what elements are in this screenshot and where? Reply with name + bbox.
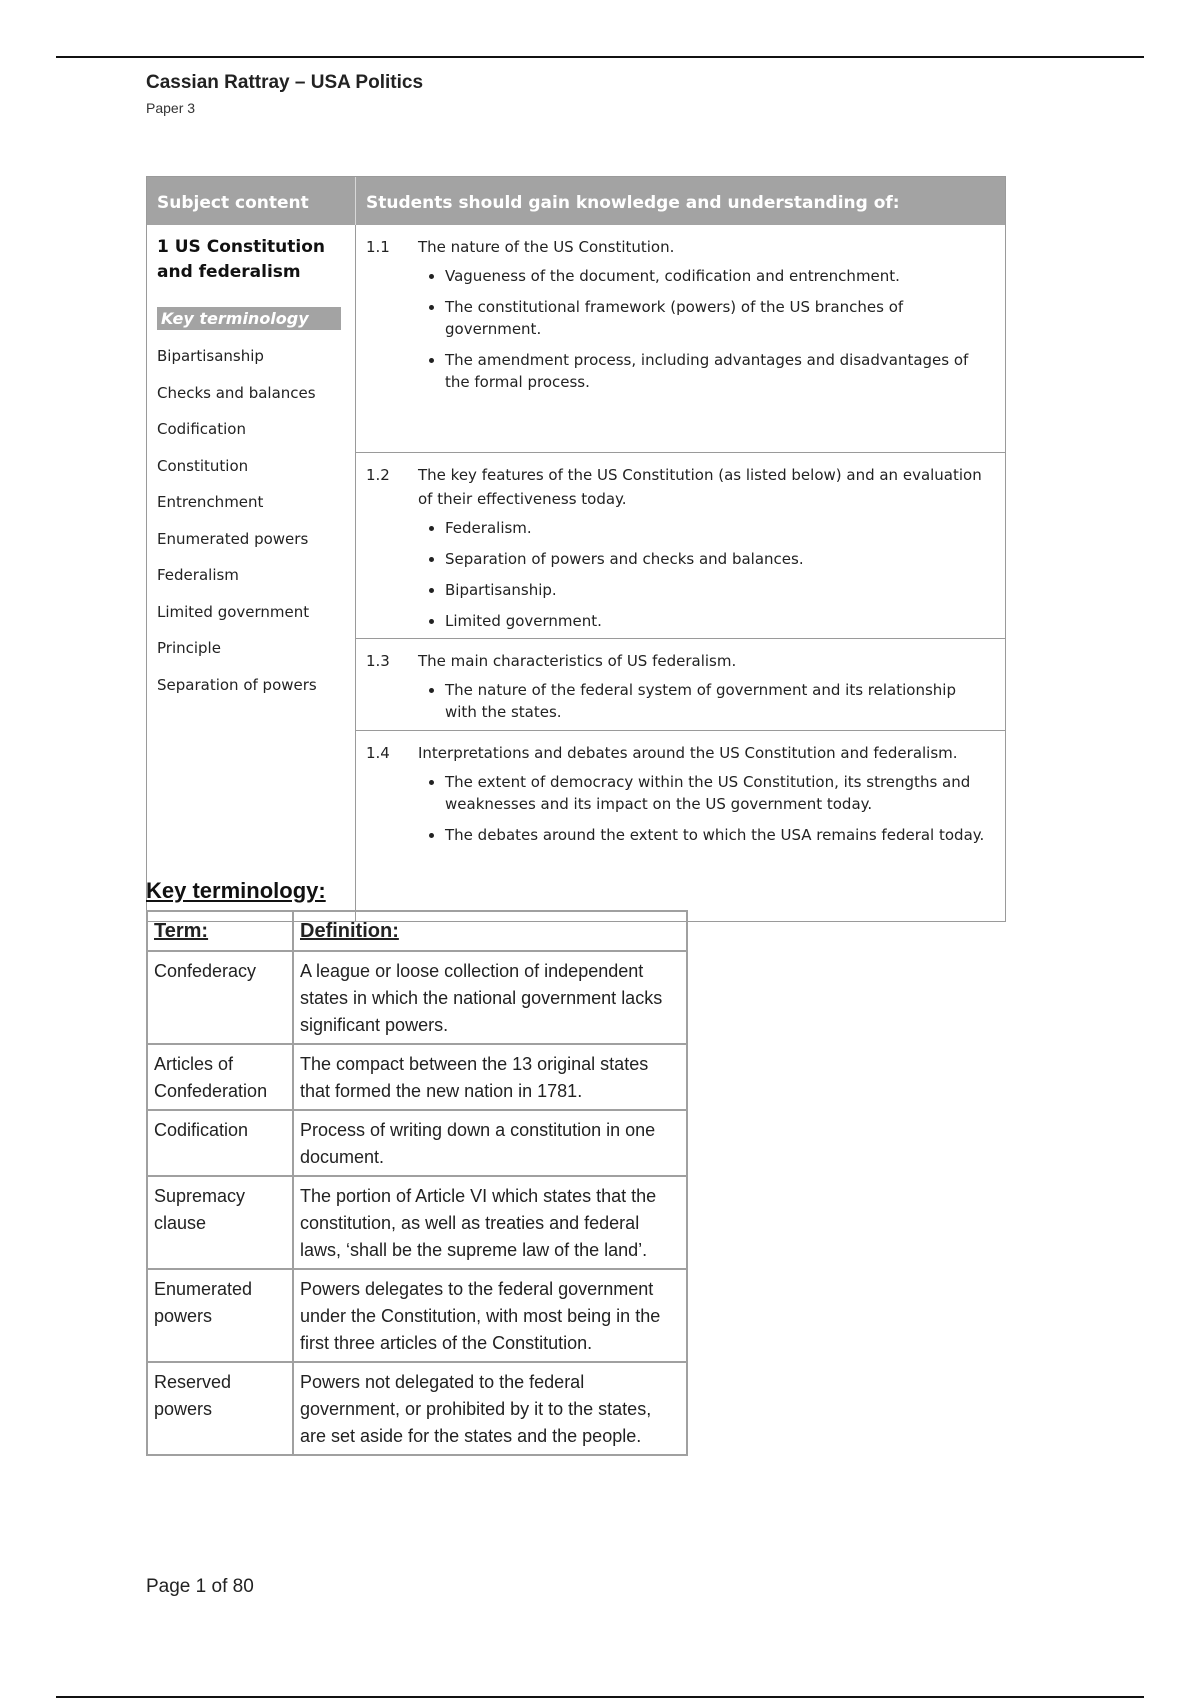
glossary-header-row <box>147 911 687 951</box>
section-text: Interpretations and debates around the US Constitution and federalism. <box>418 744 958 762</box>
table-row <box>147 1176 687 1269</box>
glossary-term: Reserved powers <box>147 1362 293 1455</box>
subject-content-table <box>146 176 1006 922</box>
section-bullet: • Limited government. <box>445 610 987 632</box>
key-term: Checks and balances <box>157 383 316 402</box>
section-bullet: • The constitutional framework (powers) of the US branches of government. <box>445 296 987 340</box>
table-row <box>147 1044 687 1110</box>
glossary-definition: The compact between the 13 original states that formed the new nation in 1781. <box>293 1044 687 1110</box>
spec-section-1-3 <box>356 639 1005 731</box>
glossary-term: Codification <box>147 1110 293 1176</box>
spec-header-students: Students should gain knowledge and understanding of: <box>366 193 900 213</box>
knowledge-column <box>356 225 1005 921</box>
key-term: Enumerated powers <box>157 529 309 548</box>
key-terminology-heading: Key terminology: <box>146 878 326 903</box>
section-text: The nature of the US Constitution. <box>418 238 675 256</box>
definition-column-header: Definition: <box>293 911 687 951</box>
section-bullet: • The debates around the extent to which the USA remains federal today. <box>445 824 987 846</box>
section-bullet: • The extent of democracy within the US Constitution, its strengths and weaknesses and its impact on the US government today. <box>445 771 987 815</box>
spec-header-subject: Subject content <box>147 177 356 225</box>
spec-table-header <box>147 177 1005 225</box>
subject-content-column <box>147 225 356 921</box>
section-number: 1.3 <box>366 652 390 670</box>
section-bullet: • The nature of the federal system of government and its relationship with the states. <box>445 679 987 723</box>
glossary-term: Articles of Confederation <box>147 1044 293 1110</box>
section-text: The key features of the US Constitution (as listed below) and an evaluation of their effectiveness today. <box>418 466 982 508</box>
glossary-term: Confederacy <box>147 951 293 1044</box>
section-bullet: • Separation of powers and checks and balances. <box>445 548 987 570</box>
key-term: Entrenchment <box>157 493 264 511</box>
glossary-table <box>146 910 688 1456</box>
topic-title-line-2: and federalism <box>157 262 301 282</box>
glossary-definition: Process of writing down a constitution in one document. <box>293 1110 687 1176</box>
key-terminology-badge: Key terminology <box>157 307 341 330</box>
glossary-definition: Powers delegates to the federal government under the Constitution, with most being in the first three articles of the Constitution. <box>293 1269 687 1362</box>
spec-section-1-2 <box>356 453 1005 639</box>
key-term: Constitution <box>157 456 249 475</box>
document-title: Cassian Rattray – USA Politics <box>146 72 424 93</box>
spec-section-1-1 <box>356 225 1005 453</box>
table-row <box>147 1110 687 1176</box>
glossary-term: Supremacy clause <box>147 1176 293 1269</box>
footer-rule <box>56 1696 1144 1698</box>
key-term: Principle <box>157 639 221 657</box>
glossary-definition: A league or loose collection of independent states in which the national government lacks significant powers. <box>293 951 687 1044</box>
glossary-definition: Powers not delegated to the federal government, or prohibited by it to the states, are set aside for the states and the people. <box>293 1362 687 1455</box>
section-number: 1.2 <box>366 466 390 484</box>
header-rule <box>56 56 1144 58</box>
section-bullet: • Federalism. <box>445 517 987 539</box>
section-number: 1.1 <box>366 238 390 256</box>
topic-title <box>157 235 347 285</box>
table-row <box>147 951 687 1044</box>
key-term: Bipartisanship <box>157 347 264 365</box>
section-number: 1.4 <box>366 744 390 762</box>
section-bullet: • The amendment process, including advantages and disadvantages of the formal process. <box>445 349 987 393</box>
section-bullet: • Vagueness of the document, codification and entrenchment. <box>445 265 987 287</box>
table-row <box>147 1362 687 1455</box>
key-terminology-list <box>157 338 347 703</box>
section-text: The main characteristics of US federalism. <box>418 652 737 670</box>
key-term: Federalism <box>157 566 239 584</box>
spec-section-1-4 <box>356 731 1005 921</box>
document-header <box>146 72 423 116</box>
key-term: Separation of powers <box>157 675 317 694</box>
term-column-header: Term: <box>147 911 293 951</box>
page-number: Page 1 of 80 <box>146 1576 254 1597</box>
glossary-definition: The portion of Article VI which states that the constitution, as well as treaties and federal laws, ‘shall be the supreme law of the land’. <box>293 1176 687 1269</box>
key-term: Limited government <box>157 602 310 621</box>
section-bullet: • Bipartisanship. <box>445 579 987 601</box>
glossary-term: Enumerated powers <box>147 1269 293 1362</box>
table-row <box>147 1269 687 1362</box>
key-term: Codification <box>157 420 246 438</box>
topic-title-line-1: 1 US Constitution <box>157 237 326 257</box>
paper-label: Paper 3 <box>146 100 196 116</box>
